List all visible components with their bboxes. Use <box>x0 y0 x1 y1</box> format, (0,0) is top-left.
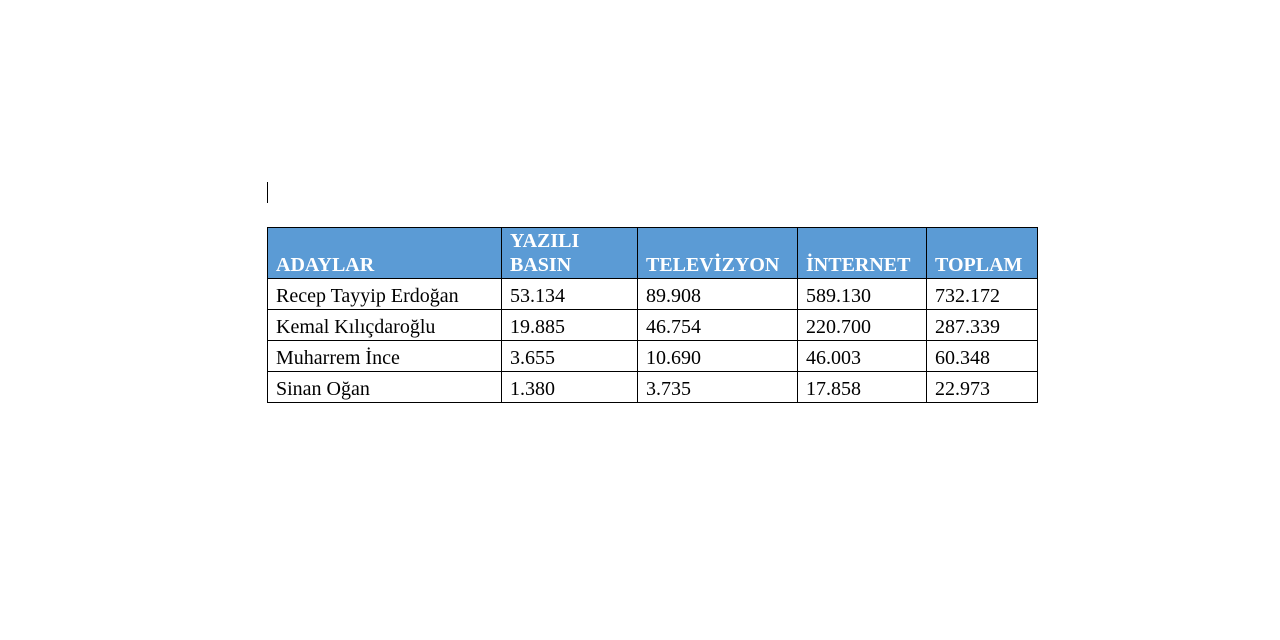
cell-televizyon: 89.908 <box>638 279 798 310</box>
table-row <box>268 279 1038 310</box>
cell-internet: 17.858 <box>798 372 927 403</box>
header-yazili-basin: YAZILI BASIN <box>502 228 638 279</box>
cell-televizyon: 46.754 <box>638 310 798 341</box>
header-internet: İNTERNET <box>798 228 927 279</box>
cell-toplam: 287.339 <box>927 310 1038 341</box>
cell-yazili-basin: 53.134 <box>502 279 638 310</box>
cell-candidate: Muharrem İnce <box>268 341 502 372</box>
cell-televizyon: 3.735 <box>638 372 798 403</box>
table-row <box>268 372 1038 403</box>
cell-toplam: 22.973 <box>927 372 1038 403</box>
cell-candidate: Sinan Oğan <box>268 372 502 403</box>
cell-toplam: 60.348 <box>927 341 1038 372</box>
header-row <box>268 228 1038 279</box>
header-toplam: TOPLAM <box>927 228 1038 279</box>
cell-toplam: 732.172 <box>927 279 1038 310</box>
candidates-table <box>267 227 1038 403</box>
cell-yazili-basin: 3.655 <box>502 341 638 372</box>
header-adaylar: ADAYLAR <box>268 228 502 279</box>
header-televizyon: TELEVİZYON <box>638 228 798 279</box>
cell-internet: 589.130 <box>798 279 927 310</box>
cell-yazili-basin: 19.885 <box>502 310 638 341</box>
cell-internet: 220.700 <box>798 310 927 341</box>
table-row <box>268 310 1038 341</box>
cell-internet: 46.003 <box>798 341 927 372</box>
cell-televizyon: 10.690 <box>638 341 798 372</box>
table-row <box>268 341 1038 372</box>
text-cursor <box>267 182 268 203</box>
cell-yazili-basin: 1.380 <box>502 372 638 403</box>
cell-candidate: Recep Tayyip Erdoğan <box>268 279 502 310</box>
cell-candidate: Kemal Kılıçdaroğlu <box>268 310 502 341</box>
